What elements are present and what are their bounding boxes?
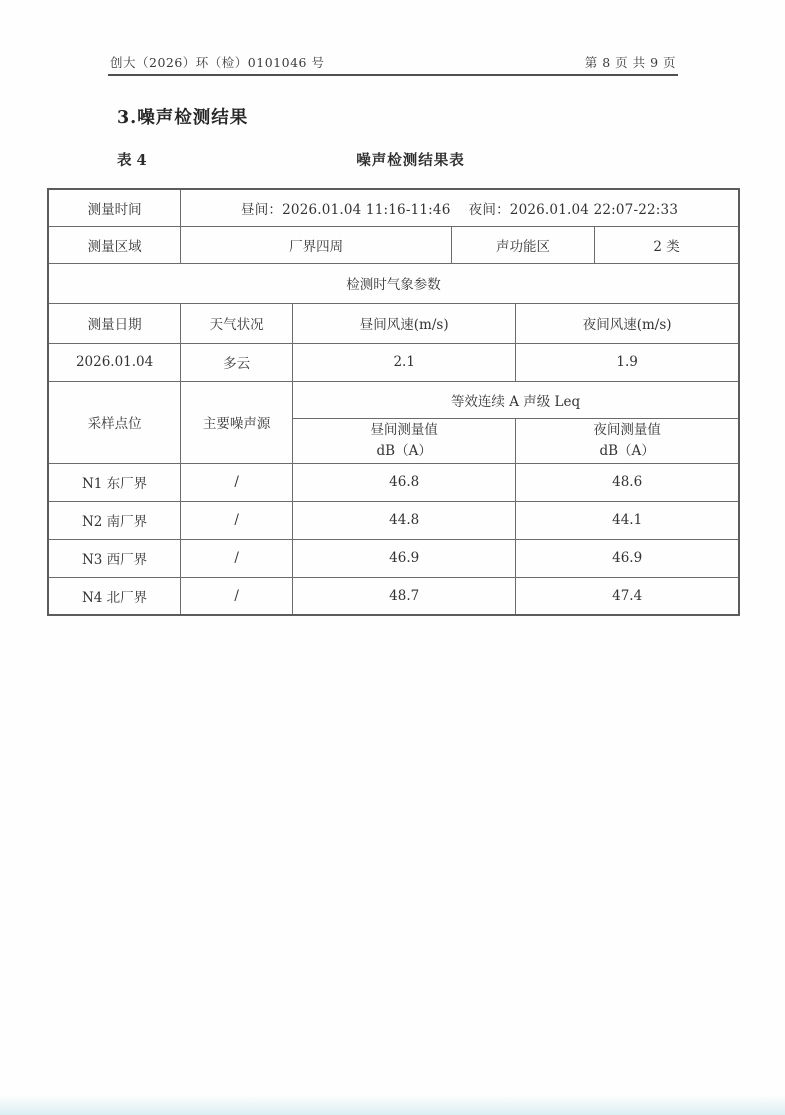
measure-date-value-cell: 2026.01.04: [48, 343, 181, 381]
table-row-weather-values: [48, 343, 739, 381]
source-cell: /: [181, 577, 293, 615]
page-indicator: 第 8 页 共 9 页: [584, 55, 676, 70]
table-row: [48, 539, 739, 577]
measure-area-label-cell: 测量区域: [48, 226, 181, 263]
table-row: [48, 577, 739, 615]
source-cell: /: [181, 501, 293, 539]
sound-zone-label-cell: 声功能区: [452, 226, 595, 263]
night-wind-value-cell: 1.9: [516, 343, 739, 381]
night-wind-header-cell: 夜间风速(m/s): [516, 303, 739, 343]
night-measure-header-cell: [516, 418, 739, 463]
table-caption: [47, 149, 740, 171]
night-value-cell: 47.4: [516, 577, 739, 615]
weather-value-cell: 多云: [181, 343, 293, 381]
day-value-cell: 44.8: [293, 501, 516, 539]
results-table: [47, 188, 740, 616]
sound-zone-value-cell: 2 类: [595, 226, 739, 263]
point-cell: N3 西厂界: [48, 539, 181, 577]
day-value-cell: 48.7: [293, 577, 516, 615]
night-measure-unit: dB（A）: [599, 442, 655, 459]
table-row: [48, 501, 739, 539]
day-wind-value-cell: 2.1: [293, 343, 516, 381]
day-measure-header-cell: [293, 418, 516, 463]
source-cell: /: [181, 539, 293, 577]
noise-source-header-cell: 主要噪声源: [181, 381, 293, 463]
night-measure-label: 夜间测量值: [593, 421, 661, 438]
day-measure-unit: dB（A）: [376, 442, 432, 459]
day-measure-label: 昼间测量值: [370, 421, 438, 438]
weather-section-cell: 检测时气象参数: [48, 263, 739, 303]
section-title: 3.噪声检测结果: [117, 108, 249, 128]
weather-header-cell: 天气状况: [181, 303, 293, 343]
night-value-cell: 44.1: [516, 501, 739, 539]
page-header: [110, 53, 676, 71]
table-row-leq-header: [48, 381, 739, 418]
measure-time-value-cell: 昼间：2026.01.04 11:16-11:46 夜间：2026.01.04 22:07-22:33: [181, 189, 739, 226]
table-row-measure-area: [48, 226, 739, 263]
table-row: [48, 463, 739, 501]
night-value-cell: 46.9: [516, 539, 739, 577]
night-value-cell: 48.6: [516, 463, 739, 501]
table-row-weather-section: [48, 263, 739, 303]
table-caption-label: 表 4: [117, 152, 147, 169]
point-cell: N4 北厂界: [48, 577, 181, 615]
source-cell: /: [181, 463, 293, 501]
table-row-weather-headers: [48, 303, 739, 343]
header-rule: [108, 74, 678, 76]
day-wind-header-cell: 昼间风速(m/s): [293, 303, 516, 343]
day-value-cell: 46.9: [293, 539, 516, 577]
page-bottom-edge: [0, 1095, 785, 1115]
report-number: 创大（2026）环（检）0101046 号: [110, 55, 325, 70]
point-cell: N2 南厂界: [48, 501, 181, 539]
point-cell: N1 东厂界: [48, 463, 181, 501]
measure-date-header-cell: 测量日期: [48, 303, 181, 343]
sampling-point-header-cell: 采样点位: [48, 381, 181, 463]
leq-header-cell: 等效连续 A 声级 Leq: [293, 381, 739, 418]
measure-time-label-cell: 测量时间: [48, 189, 181, 226]
day-value-cell: 46.8: [293, 463, 516, 501]
measure-area-value-cell: 厂界四周: [181, 226, 452, 263]
table-row-measure-time: [48, 189, 739, 226]
table-caption-title: 噪声检测结果表: [356, 152, 465, 169]
